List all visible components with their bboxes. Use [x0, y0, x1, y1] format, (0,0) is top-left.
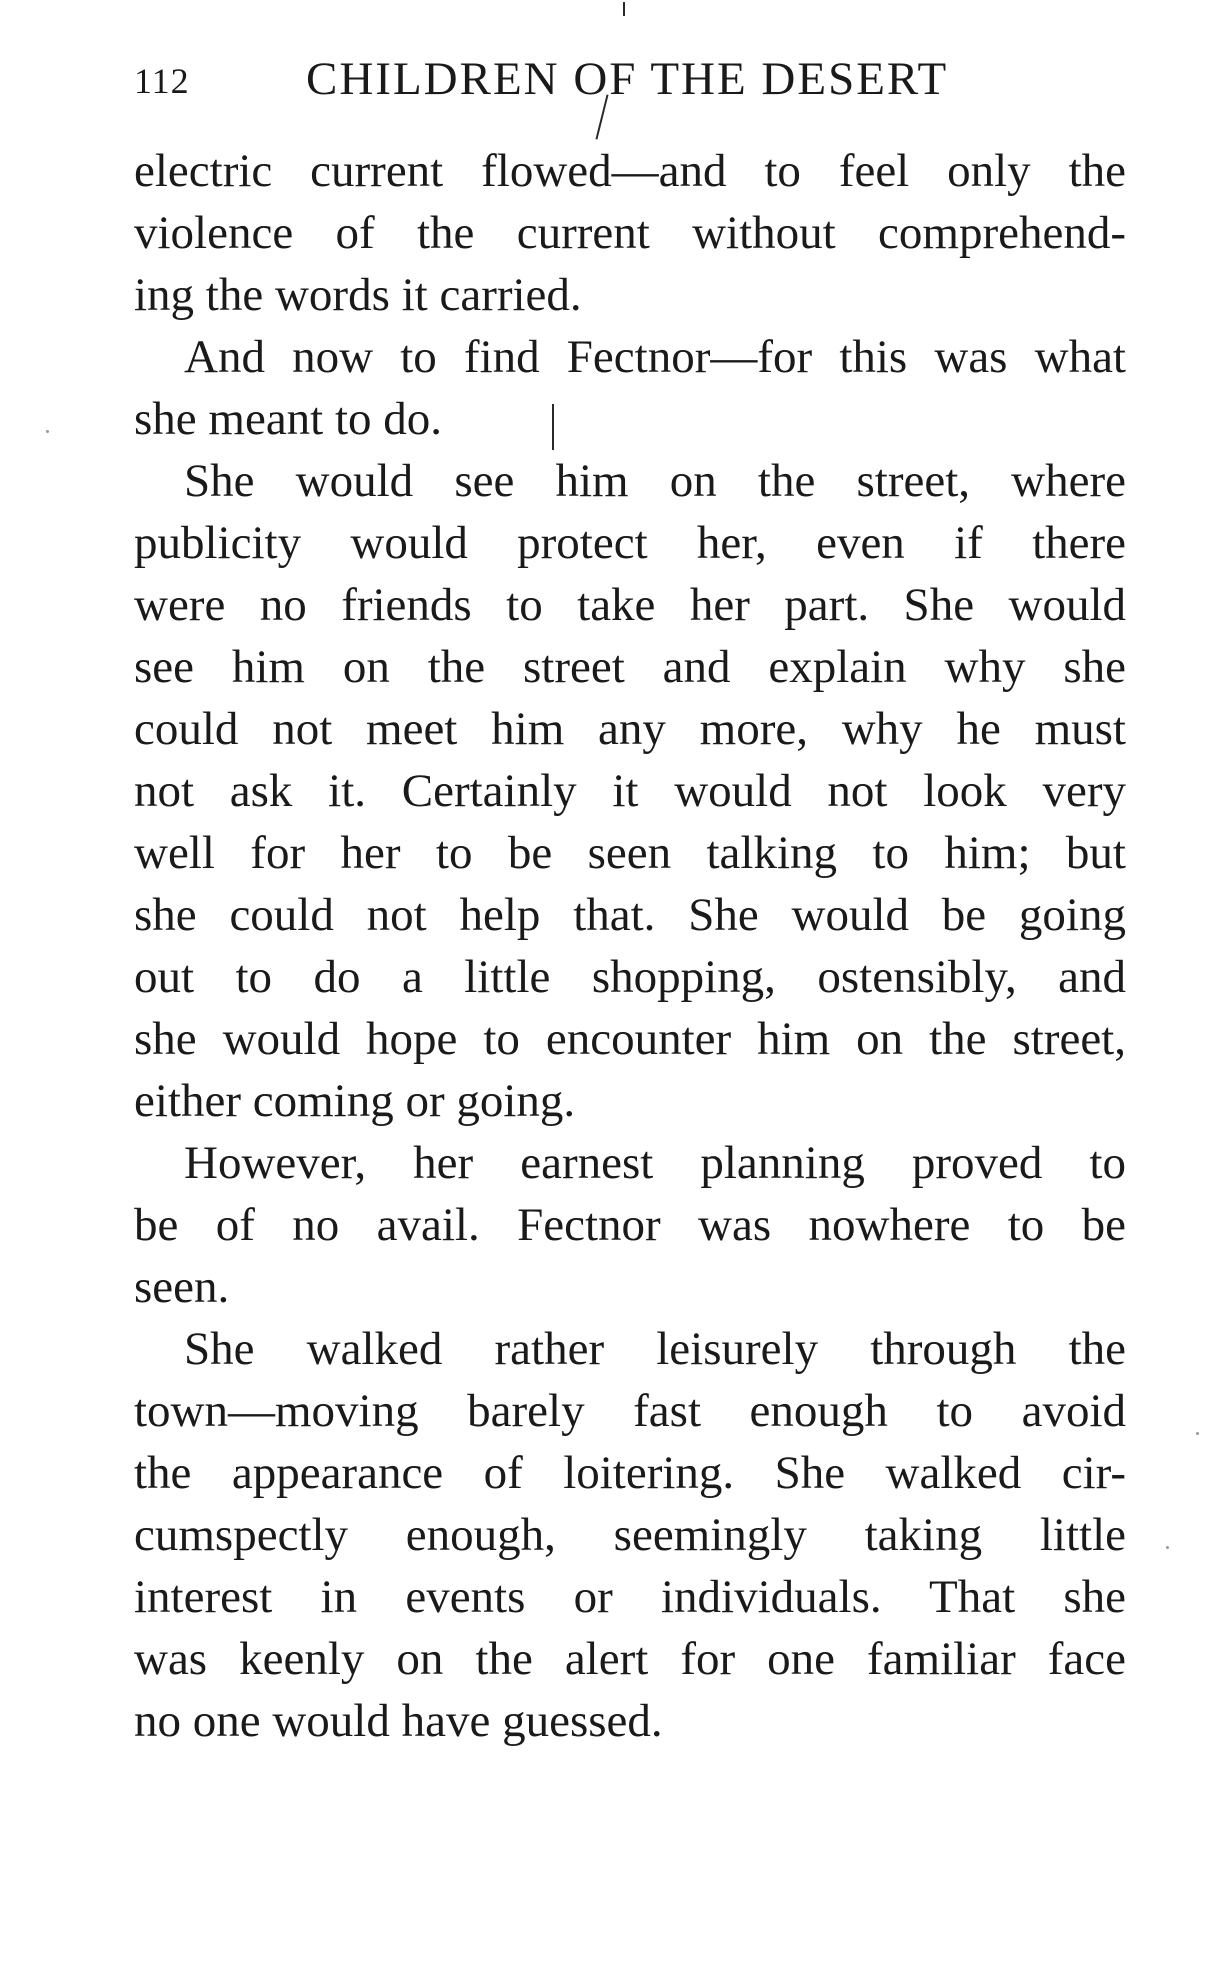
pencil-mark: [623, 2, 625, 16]
running-title: CHILDREN OF THE DESERT: [306, 53, 949, 105]
text-line: were no friends to take her part. She would: [134, 579, 1126, 631]
text-line: interest in events or individuals. That she: [134, 1571, 1126, 1623]
text-line: could not meet him any more, why he must: [134, 703, 1126, 755]
scan-speck: [1166, 1546, 1169, 1549]
text-line: no one would have guessed.: [134, 1695, 663, 1747]
text-line: be of no avail. Fectnor was nowhere to be: [134, 1199, 1126, 1251]
text-line: And now to find Fectnor—for this was what: [184, 331, 1126, 383]
text-line: well for her to be seen talking to him; but: [134, 827, 1126, 879]
text-line: publicity would protect her, even if there: [134, 517, 1126, 569]
text-line: cumspectly enough, seemingly taking little: [134, 1509, 1126, 1561]
text-line: the appearance of loitering. She walked cir-: [134, 1447, 1126, 1499]
text-line: town—moving barely fast enough to avoid: [134, 1385, 1126, 1437]
text-line: out to do a little shopping, ostensibly, and: [134, 951, 1126, 1003]
running-head: [134, 52, 1128, 112]
text-line: was keenly on the alert for one familiar face: [134, 1633, 1126, 1685]
text-line: She would see him on the street, where: [184, 455, 1126, 507]
scan-speck: [46, 430, 49, 433]
text-line: either coming or going.: [134, 1075, 576, 1127]
text-line: she would hope to encounter him on the street,: [134, 1013, 1126, 1065]
text-line: she could not help that. She would be going: [134, 889, 1126, 941]
page-number: 112: [134, 61, 190, 101]
body-text: [134, 140, 1126, 1752]
text-line: not ask it. Certainly it would not look very: [134, 765, 1126, 817]
text-line: electric current flowed—and to feel only the: [134, 145, 1126, 197]
text-line: seen.: [134, 1261, 230, 1313]
text-line: see him on the street and explain why she: [134, 641, 1126, 693]
text-line: However, her earnest planning proved to: [184, 1137, 1126, 1189]
text-line: she meant to do.: [134, 393, 443, 445]
text-line: violence of the current without comprehend-: [134, 207, 1126, 259]
scan-speck: [1196, 1432, 1199, 1435]
pencil-mark: [552, 404, 554, 450]
text-line: She walked rather leisurely through the: [184, 1323, 1126, 1375]
text-line: ing the words it carried.: [134, 269, 582, 321]
